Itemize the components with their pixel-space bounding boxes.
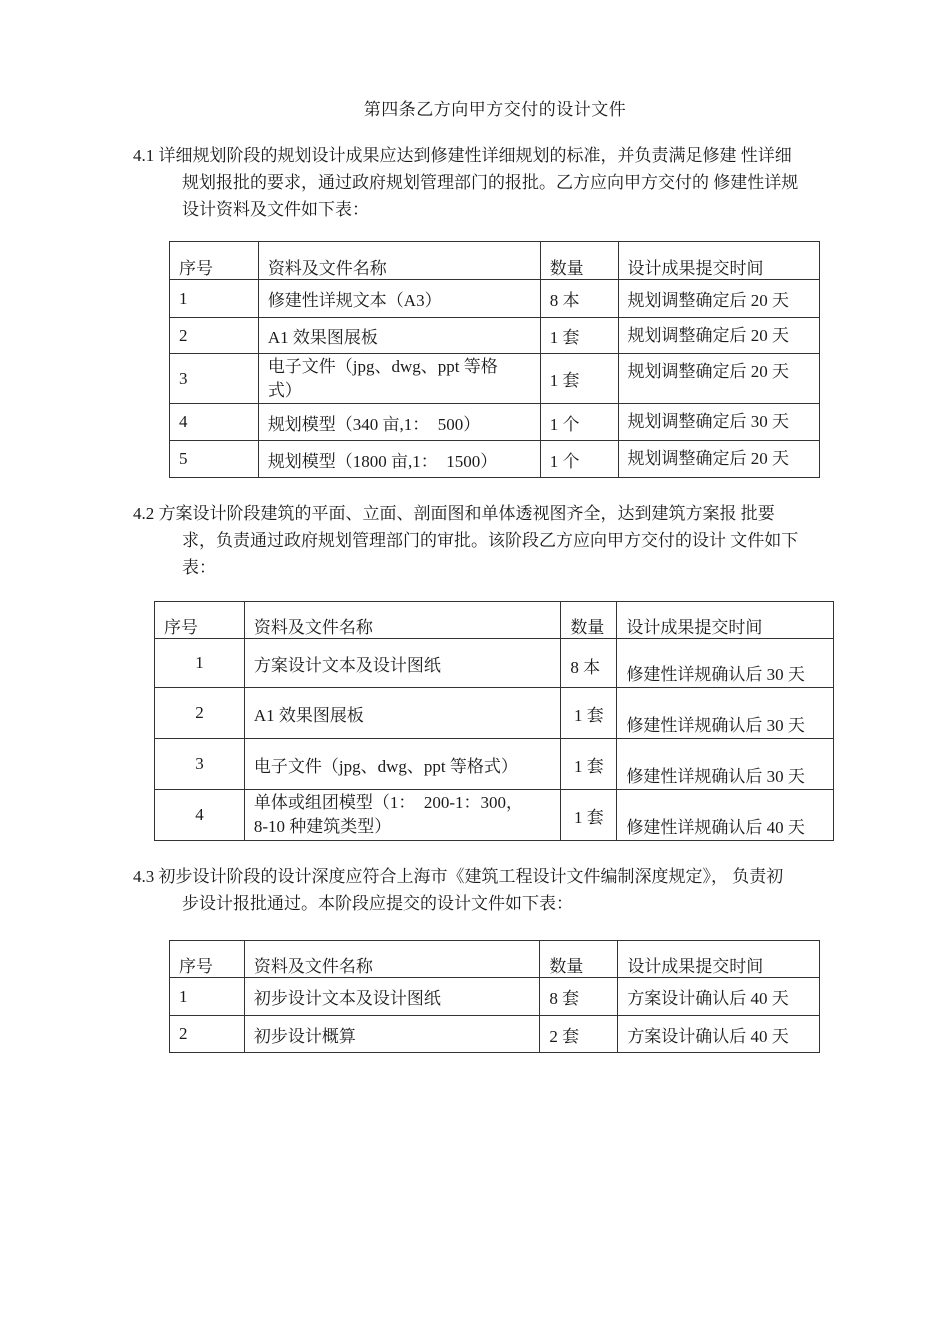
table-row [155, 688, 834, 739]
row-quantity: 1 套 [561, 739, 617, 790]
row-quantity: 1 套 [561, 790, 617, 841]
header-cell-deadline: 设计成果提交时间 [618, 941, 820, 978]
paragraph-line: 步设计报批通过。本阶段应提交的设计文件如下表： [182, 894, 573, 913]
row-index: 3 [155, 739, 245, 790]
row-name: 电子文件（jpg、dwg、ppt 等格式） [258, 354, 540, 404]
row-index: 2 [170, 1016, 245, 1053]
header-cell-name: 资料及文件名称 [258, 242, 540, 280]
table-row [155, 739, 834, 790]
section-4-2-paragraph [133, 500, 853, 581]
row-name: 初步设计文本及设计图纸 [244, 978, 539, 1016]
row-index: 1 [170, 280, 259, 318]
section-4-3-paragraph [133, 863, 853, 917]
row-quantity: 1 套 [540, 318, 618, 354]
table-row [170, 280, 820, 318]
table-header-row [170, 941, 820, 978]
row-deadline: 规划调整确定后 20 天 [618, 354, 819, 404]
paragraph-line: 4.2 方案设计阶段建筑的平面、立面、剖面图和单体透视图齐全，达到建筑方案报 批要 [133, 504, 775, 523]
article-title: 第四条乙方向甲方交付的设计文件 [363, 100, 627, 119]
row-deadline: 修建性详规确认后 30 天 [617, 739, 834, 790]
row-name: 修建性详规文本（A3） [258, 280, 540, 318]
row-quantity: 2 套 [540, 1016, 618, 1053]
header-cell-index: 序号 [155, 602, 245, 639]
row-index: 4 [170, 404, 259, 441]
row-index: 2 [170, 318, 259, 354]
row-deadline: 规划调整确定后 30 天 [618, 404, 819, 441]
row-index: 2 [155, 688, 245, 739]
row-name: A1 效果图展板 [258, 318, 540, 354]
header-cell-name: 资料及文件名称 [244, 941, 539, 978]
table-row [170, 404, 820, 441]
row-name: 方案设计文本及设计图纸 [244, 639, 561, 688]
row-deadline: 规划调整确定后 20 天 [618, 318, 819, 354]
header-cell-index: 序号 [170, 242, 259, 280]
row-index: 1 [155, 639, 245, 688]
row-deadline: 规划调整确定后 20 天 [618, 441, 819, 478]
paragraph-line: 4.1 详细规划阶段的规划设计成果应达到修建性详细规划的标准，并负责满足修建 性详细 [133, 146, 792, 165]
header-cell-name: 资料及文件名称 [244, 602, 561, 639]
table-row [170, 978, 820, 1016]
table-row [155, 639, 834, 688]
row-index: 5 [170, 441, 259, 478]
row-index: 4 [155, 790, 245, 841]
row-deadline: 规划调整确定后 20 天 [618, 280, 819, 318]
table-row [155, 790, 834, 841]
header-cell-quantity: 数量 [561, 602, 617, 639]
header-cell-quantity: 数量 [540, 242, 618, 280]
row-quantity: 1 个 [540, 441, 618, 478]
row-name: 规划模型（1800 亩,1： 1500） [258, 441, 540, 478]
table-row [170, 441, 820, 478]
row-name: 初步设计概算 [244, 1016, 539, 1053]
row-index: 1 [170, 978, 245, 1016]
row-deadline: 修建性详规确认后 40 天 [617, 790, 834, 841]
paragraph-line: 4.3 初步设计阶段的设计深度应符合上海市《建筑工程设计文件编制深度规定》， 负责初 [133, 867, 784, 886]
row-name: 单体或组团模型（1： 200-1：300，8-10 种建筑类型） [244, 790, 561, 841]
row-index: 3 [170, 354, 259, 404]
table-row [170, 1016, 820, 1053]
row-deadline: 方案设计确认后 40 天 [618, 978, 820, 1016]
row-quantity: 8 本 [540, 280, 618, 318]
deliverables-table-detailed-planning [169, 241, 820, 478]
header-cell-deadline: 设计成果提交时间 [617, 602, 834, 639]
row-quantity: 1 套 [561, 688, 617, 739]
row-quantity: 1 套 [540, 354, 618, 404]
row-name: A1 效果图展板 [244, 688, 561, 739]
table-row [170, 318, 820, 354]
row-deadline: 修建性详规确认后 30 天 [617, 688, 834, 739]
paragraph-line: 设计资料及文件如下表： [182, 200, 369, 219]
header-cell-quantity: 数量 [540, 941, 618, 978]
row-quantity: 8 套 [540, 978, 618, 1016]
header-cell-deadline: 设计成果提交时间 [618, 242, 819, 280]
row-deadline: 修建性详规确认后 30 天 [617, 639, 834, 688]
row-deadline: 方案设计确认后 40 天 [618, 1016, 820, 1053]
paragraph-line: 规划报批的要求，通过政府规划管理部门的报批。乙方应向甲方交付的 修建性详规 [182, 173, 799, 192]
paragraph-line: 表： [182, 558, 216, 577]
row-name: 规划模型（340 亩,1： 500） [258, 404, 540, 441]
paragraph-line: 求，负责通过政府规划管理部门的审批。该阶段乙方应向甲方交付的设计 文件如下 [182, 531, 799, 550]
row-quantity: 1 个 [540, 404, 618, 441]
header-cell-index: 序号 [170, 941, 245, 978]
table-header-row [170, 242, 820, 280]
table-header-row [155, 602, 834, 639]
deliverables-table-scheme-design [154, 601, 834, 841]
row-quantity: 8 本 [561, 639, 617, 688]
row-name: 电子文件（jpg、dwg、ppt 等格式） [244, 739, 561, 790]
table-row [170, 354, 820, 404]
deliverables-table-preliminary-design [169, 940, 820, 1053]
section-4-1-paragraph [133, 142, 853, 223]
